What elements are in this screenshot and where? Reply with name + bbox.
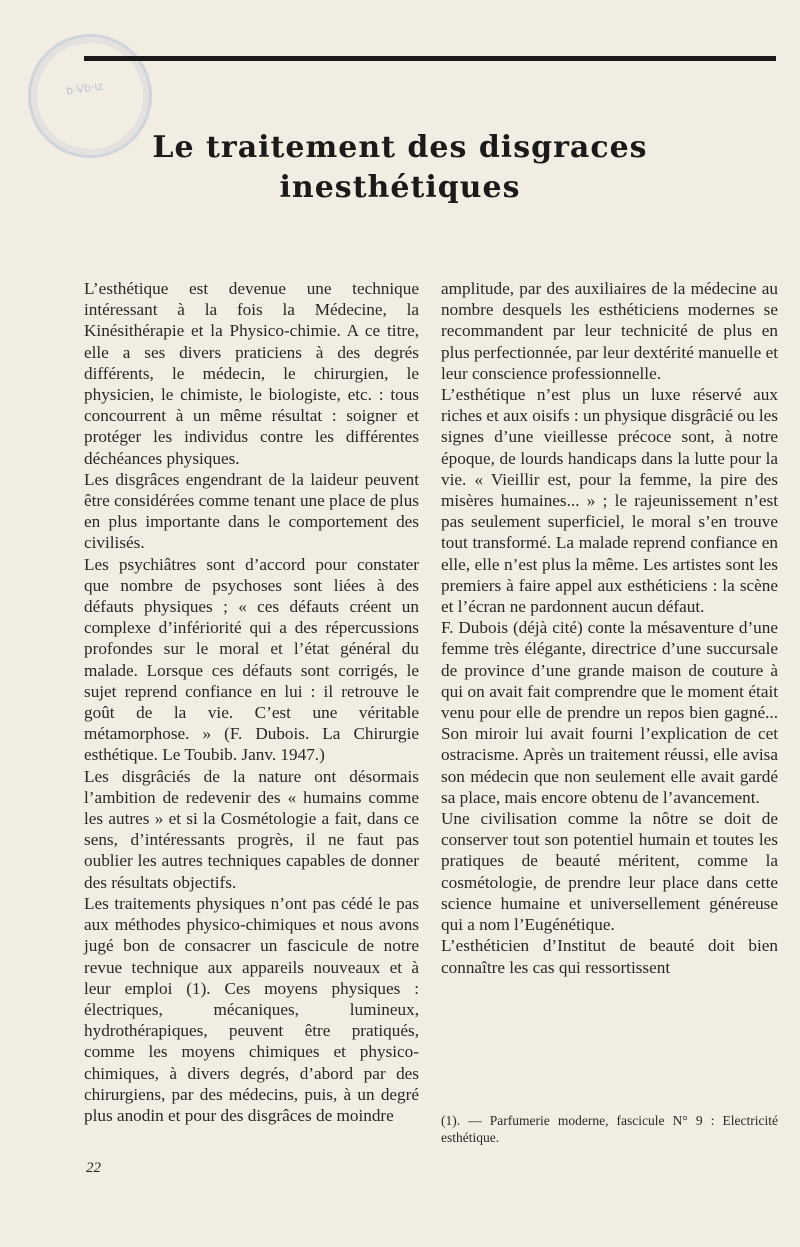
paragraph: Les psychiâtres sont d’accord pour constater que nombre de psychoses sont liées à des défauts physiques ; « ces défauts créent un complexe d’infériorité qui a des répercussions profondes sur le moral et l’état général du malade. Lorsque ces défauts sont corrigés, le sujet reprend confiance en lui : il retrouve le goût de la vie. C’est une véritable métamorphose. » (F. Dubois. La Chirurgie esthétique. Le Toubib. Janv. 1947.) bbox=[84, 554, 419, 765]
paragraph: Une civilisation comme la nôtre se doit de conserver tout son potentiel humain et toutes les pratiques de beauté méritent, comme la cosmétologie, de prendre leur place dans cette science humaine et universellement généreuse qui a nom l’Eugénétique. bbox=[441, 809, 778, 935]
header-rule bbox=[84, 56, 776, 61]
paragraph: Les disgrâciés de la nature ont désormais l’ambition de redevenir des « humains comme les autres » et si la Cosmétologie a fait, dans ce sens, d’intéressants progrès, il ne faut pas oublier les autres techniques capables de donner des résultats objectifs. bbox=[84, 766, 419, 892]
footnote: (1). — Parfumerie moderne, fascicule N° 9 : Electricité esthétique. bbox=[441, 1113, 778, 1145]
page-number: 22 bbox=[86, 1160, 101, 1176]
paragraph: F. Dubois (déjà cité) conte la mésaventure d’une femme très élégante, directrice d’une succursale de province d’une grande maison de couture à qui on avait fait comprendre que le moment était venu pour elle de prendre un repos bien gagné... Son miroir lui avait fourni l’explication de cet ostracisme. Après un traitement réussi, elle avisa son médecin que non seulement elle avait gardé sa place, mais encore obtenu de l’avancement. bbox=[441, 618, 778, 807]
article-title bbox=[100, 128, 700, 208]
article-title-line-2: inesthétiques bbox=[279, 170, 521, 205]
left-column bbox=[84, 278, 419, 1126]
paragraph: L’esthétique n’est plus un luxe réservé aux riches et aux oisifs : un physique disgrâcié ou les signes d’une vieillesse précoce sont, à notre époque, de lourds handicaps dans la lutte pour la vie. « Vieillir est, pour la femme, la pire des misères humaines... » ; le rajeunissement n’est pas seulement superficiel, le moral s’en trouve tout transformé. La malade reprend confiance en elle, elle n’est plus la même. Les artistes sont les premiers à faire appel aux esthéticiens : la scène et l’écran ne pardonnent aucun défaut. bbox=[441, 385, 778, 617]
paragraph: amplitude, par des auxiliaires de la médecine au nombre desquels les esthéticiens modernes se recommandent par leur technicité de plus en plus perfectionnée, par leur dextérité manuelle et leur conscience professionnelle. bbox=[441, 279, 778, 383]
article-title-line-1: Le traitement des disgraces bbox=[152, 130, 648, 165]
library-stamp-text: b·Vb·iz bbox=[65, 79, 105, 98]
paragraph: Les disgrâces engendrant de la laideur peuvent être considérées comme tenant une place de plus en plus importante dans le comportement des civilisés. bbox=[84, 469, 419, 553]
paragraph: Les traitements physiques n’ont pas cédé le pas aux méthodes physico-chimiques et nous avons jugé bon de consacrer un fascicule de notre revue technique aux appareils nouveaux et à leur emploi (1). Ces moyens physiques : électriques, mécaniques, lumineux, hydrothérapiques, peuvent être pratiqués, comme les moyens chimiques et physico-chimiques, à divers degrés, d’abord par des chirurgiens, par des médecins, puis, à un degré plus anodin et pour des disgrâces de moindre bbox=[84, 893, 419, 1125]
paragraph: L’esthéticien d’Institut de beauté doit bien connaître les cas qui ressortissent bbox=[441, 936, 778, 977]
paragraph: L’esthétique est devenue une technique intéressant à la fois la Médecine, la Kinésithérapie et la Physico-chimie. A ce titre, elle a ses divers praticiens à des degrés différents, le médecin, le chirurgien, le physicien, le chimiste, le biologiste, etc. : tous concourrent à un même résultat : soigner et protéger les individus contre les différentes déchéances physiques. bbox=[84, 279, 419, 468]
right-column bbox=[441, 278, 778, 978]
